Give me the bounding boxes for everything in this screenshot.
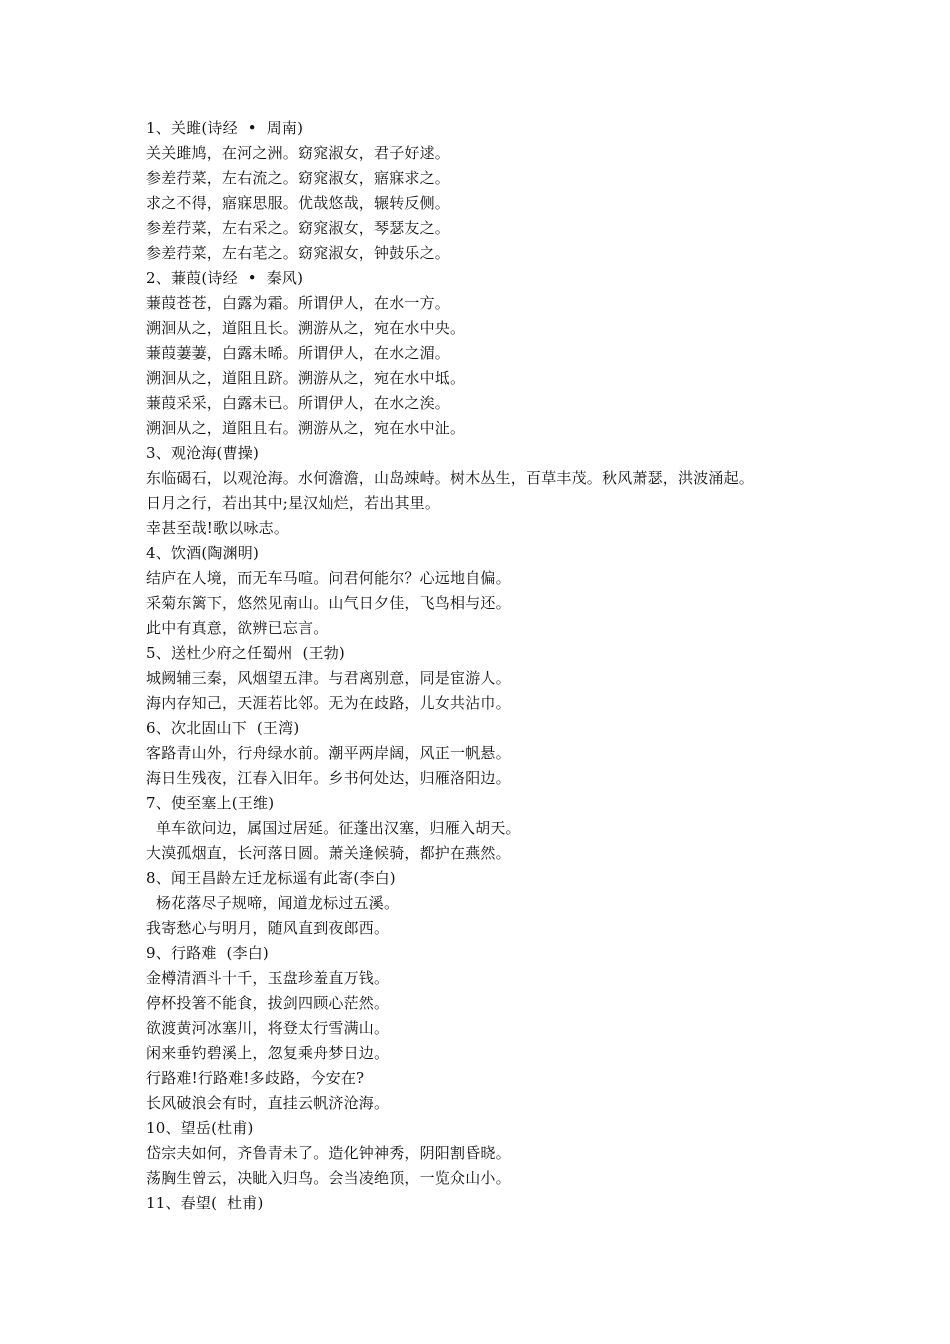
poem-line: 采菊东篱下，悠然见南山。山气日夕佳，飞鸟相与还。 [146, 594, 511, 612]
poem-title: 9、行路难 (李白) [146, 944, 269, 962]
poem-line: 参差荇菜，左右流之。窈窕淑女，寤寐求之。 [146, 169, 451, 187]
poem-line: 蒹葭采采，白露未已。所谓伊人，在水之涘。 [146, 394, 451, 412]
poem-title: 1、关雎(诗经 • 周南) [146, 119, 304, 137]
poem-title: 8、闻王昌龄左迁龙标遥有此寄(李白) [146, 869, 396, 887]
poem-line: 岱宗夫如何，齐鲁青未了。造化钟神秀，阴阳割昏晓。 [146, 1144, 511, 1162]
poem-line: 欲渡黄河冰塞川，将登太行雪满山。 [146, 1019, 390, 1037]
poem-line: 溯洄从之，道阻且跻。溯游从之，宛在水中坻。 [146, 369, 466, 387]
poem-line: 蒹葭苍苍，白露为霜。所谓伊人，在水一方。 [146, 294, 451, 312]
poem-line: 结庐在人境，而无车马喧。问君何能尔？心远地自偏。 [146, 569, 511, 587]
poem-title: 7、使至塞上(王维) [146, 794, 275, 812]
poem-line: 蒹葭萋萋，白露未晞。所谓伊人，在水之湄。 [146, 344, 451, 362]
poem-line: 城阙辅三秦，风烟望五津。与君离别意，同是宦游人。 [146, 669, 511, 687]
poem-title: 6、次北固山下 (王湾) [146, 719, 300, 737]
poem-title: 5、送杜少府之任蜀州 (王勃) [146, 644, 345, 662]
poem-line: 溯洄从之，道阻且长。溯游从之，宛在水中央。 [146, 319, 466, 337]
poem-line: 溯洄从之，道阻且右。溯游从之，宛在水中沚。 [146, 419, 466, 437]
poem-line: 杨花落尽子规啼，闻道龙标过五溪。 [146, 894, 400, 912]
poem-title: 4、饮酒(陶渊明) [146, 544, 260, 562]
poem-title: 10、望岳(杜甫) [146, 1119, 254, 1137]
poem-line: 我寄愁心与明月，随风直到夜郎西。 [146, 919, 390, 937]
poem-line: 停杯投箸不能食，拔剑四顾心茫然。 [146, 994, 390, 1012]
poem-line: 闲来垂钓碧溪上，忽复乘舟梦日边。 [146, 1044, 390, 1062]
poem-line: 日月之行，若出其中;星汉灿烂，若出其里。 [146, 494, 441, 512]
poem-line: 长风破浪会有时，直挂云帆济沧海。 [146, 1094, 390, 1112]
poem-line: 客路青山外，行舟绿水前。潮平两岸阔，风正一帆悬。 [146, 744, 511, 762]
poem-line: 幸甚至哉!歌以咏志。 [146, 519, 290, 537]
poem-line: 荡胸生曾云，决眦入归鸟。会当凌绝顶，一览众山小。 [146, 1169, 511, 1187]
poem-line: 海内存知己，天涯若比邻。无为在歧路，儿女共沾巾。 [146, 694, 511, 712]
poem-line: 参差荇菜，左右采之。窈窕淑女，琴瑟友之。 [146, 219, 451, 237]
poem-line: 海日生残夜，江春入旧年。乡书何处达，归雁洛阳边。 [146, 769, 511, 787]
poem-line: 单车欲问边，属国过居延。征蓬出汉塞，归雁入胡天。 [146, 819, 521, 837]
document-page [146, 116, 936, 1216]
poem-line: 行路难!行路难!多歧路，今安在? [146, 1069, 365, 1087]
poem-line: 此中有真意，欲辨已忘言。 [146, 619, 329, 637]
poem-line: 大漠孤烟直，长河落日圆。萧关逢候骑，都护在燕然。 [146, 844, 511, 862]
poem-title: 3、观沧海(曹操) [146, 444, 260, 462]
poem-line: 参差荇菜，左右芼之。窈窕淑女，钟鼓乐之。 [146, 244, 451, 262]
poem-line: 金樽清酒斗十千，玉盘珍羞直万钱。 [146, 969, 390, 987]
poem-line: 东临碣石，以观沧海。水何澹澹，山岛竦峙。树木丛生，百草丰茂。秋风萧瑟，洪波涌起。 [146, 469, 755, 487]
poem-line: 关关雎鸠，在河之洲。窈窕淑女，君子好逑。 [146, 144, 451, 162]
poem-line: 求之不得，寤寐思服。优哉悠哉，辗转反侧。 [146, 194, 451, 212]
poem-title: 2、蒹葭(诗经 • 秦风) [146, 269, 304, 287]
poem-title: 11、春望( 杜甫) [146, 1194, 264, 1212]
